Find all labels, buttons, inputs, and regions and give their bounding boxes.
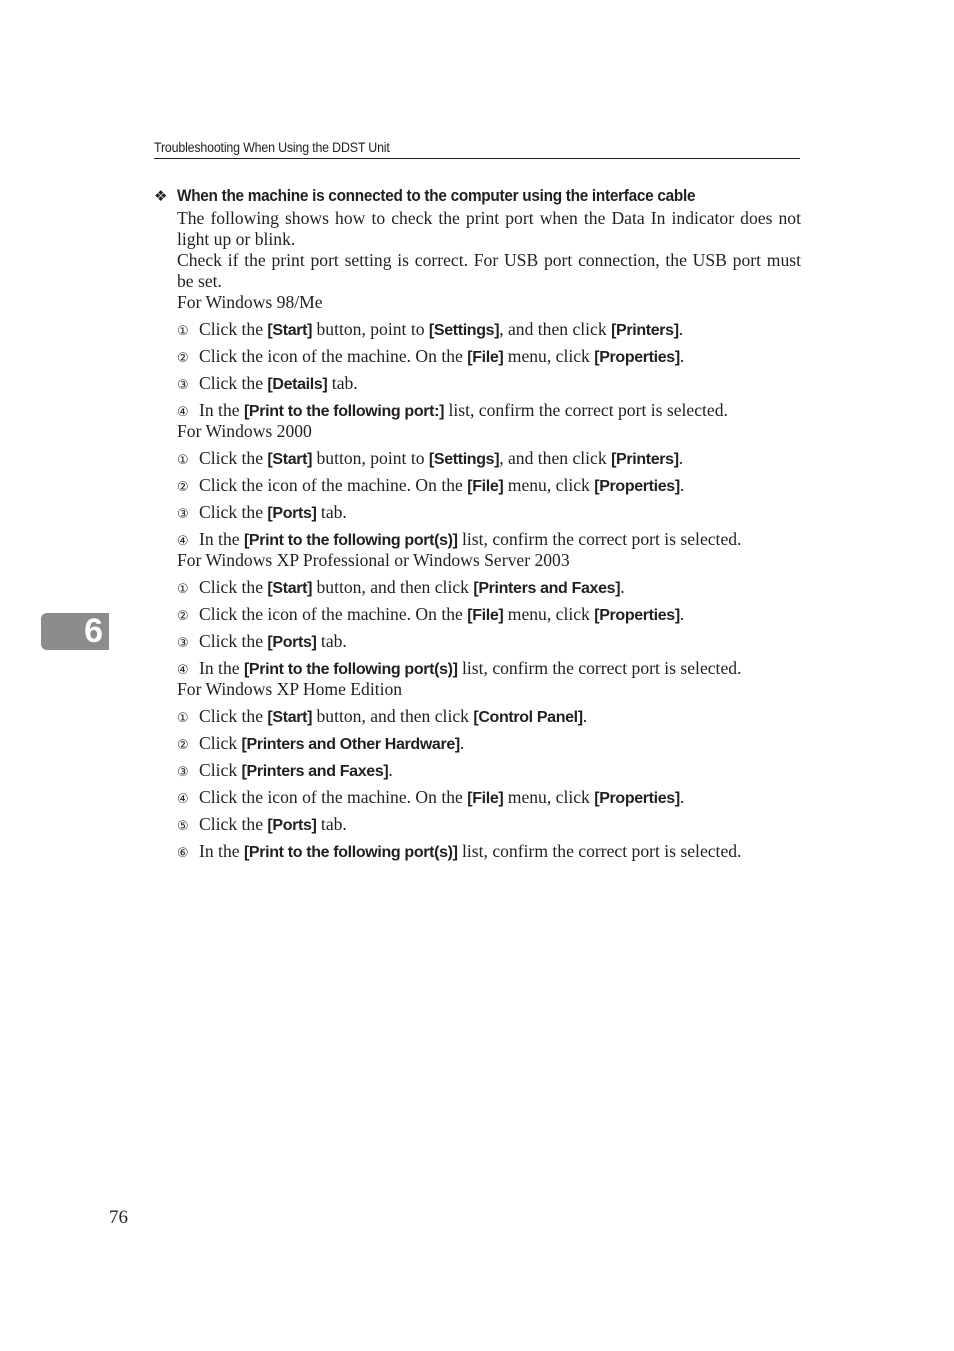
step-text-run: menu, click <box>503 475 595 495</box>
step-text <box>199 706 587 728</box>
step-number: ④ <box>177 792 189 807</box>
step-number: ⑥ <box>177 846 189 861</box>
chapter-tab <box>41 613 109 650</box>
step-item <box>177 502 801 529</box>
step-text-run: . <box>459 733 465 753</box>
step-number: ① <box>177 582 189 597</box>
step-number: ② <box>177 480 189 495</box>
step-text <box>199 529 741 551</box>
step-text-run: list, confirm the correct port is selected. <box>444 400 728 420</box>
ui-element-name: [Control Panel] <box>473 709 583 726</box>
step-item <box>177 577 801 604</box>
step-text <box>199 604 684 626</box>
step-text-run: button, and then click <box>312 577 474 597</box>
step-text-run: menu, click <box>503 604 595 624</box>
step-number: ① <box>177 711 189 726</box>
step-text-run: Click the icon of the machine. On the <box>199 604 468 624</box>
step-text-run: tab. <box>327 373 358 393</box>
ui-element-name: [Start] <box>267 709 313 726</box>
ui-element-name: [Printers and Faxes] <box>473 580 621 597</box>
step-text-run: . <box>388 760 393 780</box>
step-text-run: tab. <box>316 631 347 651</box>
ui-element-name: [Printers and Other Hardware] <box>241 736 460 753</box>
step-item <box>177 400 801 421</box>
step-number: ④ <box>177 663 189 678</box>
step-item <box>177 475 801 502</box>
step-text-run: list, confirm the correct port is selected. <box>457 841 742 861</box>
step-item <box>177 760 801 787</box>
platform-heading: For Windows XP Professional or Windows Server 2003 <box>177 550 570 570</box>
step-text <box>199 319 683 341</box>
step-text <box>199 475 684 497</box>
step-text-run: . <box>678 319 684 339</box>
step-text-run: In the <box>199 841 244 861</box>
ui-element-name: [Properties] <box>594 478 680 495</box>
step-text-run: Click the <box>199 706 268 726</box>
step-item <box>177 706 801 733</box>
step-text-run: In the <box>199 529 244 549</box>
step-text-run: . <box>582 706 588 726</box>
ui-element-name: [Print to the following port(s)] <box>243 844 458 861</box>
step-text-run: . <box>679 787 685 807</box>
step-text-run: Click the <box>199 502 268 522</box>
step-number: ③ <box>177 378 189 393</box>
ui-element-name: [Start] <box>267 451 313 468</box>
step-item <box>177 319 801 346</box>
page-number: 76 <box>109 1207 128 1228</box>
step-number: ③ <box>177 765 189 780</box>
step-number: ④ <box>177 405 189 420</box>
step-number: ⑤ <box>177 819 189 834</box>
step-text-run: tab. <box>316 814 347 834</box>
step-item <box>177 733 801 760</box>
step-item <box>177 346 801 373</box>
step-item <box>177 631 801 658</box>
step-text-run: , and then click <box>499 448 612 468</box>
section-title: When the machine is connected to the computer using the interface cable <box>177 186 696 205</box>
main-content <box>154 184 814 862</box>
ui-element-name: [Print to the following port:] <box>243 403 445 420</box>
step-text-run: Click the icon of the machine. On the <box>199 346 468 366</box>
ui-element-name: [Ports] <box>267 634 317 651</box>
step-list <box>177 319 801 421</box>
ui-element-name: [Properties] <box>594 607 680 624</box>
ui-element-name: [Ports] <box>267 817 317 834</box>
ui-element-name: [Properties] <box>594 790 680 807</box>
ui-element-name: [File] <box>467 790 504 807</box>
step-text <box>199 448 683 470</box>
ui-element-name: [Start] <box>267 580 313 597</box>
ui-element-name: [Start] <box>267 322 313 339</box>
step-text-run: . <box>620 577 625 597</box>
step-text-run: Click the icon of the machine. On the <box>199 787 468 807</box>
step-text-run: . <box>679 604 685 624</box>
step-text <box>199 400 728 422</box>
step-number: ③ <box>177 507 189 522</box>
step-number: ④ <box>177 534 189 549</box>
intro-paragraph: Check if the print port setting is correct. For USB port connection, the USB port must be set. <box>177 250 801 291</box>
ui-element-name: [Properties] <box>594 349 680 366</box>
step-text <box>199 346 684 368</box>
step-text <box>199 373 358 395</box>
step-item <box>177 814 801 841</box>
step-text-run: Click <box>199 760 242 780</box>
step-text-run: . <box>679 346 685 366</box>
section-body <box>177 208 801 862</box>
step-text-run: In the <box>199 400 244 420</box>
step-text-run: Click the icon of the machine. On the <box>199 475 468 495</box>
step-text-run: Click <box>199 733 242 753</box>
step-item <box>177 373 801 400</box>
ui-element-name: [Settings] <box>428 451 500 468</box>
step-number: ① <box>177 324 189 339</box>
step-text-run: list, confirm the correct port is selected. <box>457 529 742 549</box>
step-number: ② <box>177 609 189 624</box>
step-text <box>199 658 741 680</box>
platform-groups <box>177 292 801 862</box>
step-text <box>199 814 347 836</box>
step-text <box>199 841 741 863</box>
ui-element-name: [Details] <box>267 376 328 393</box>
step-text-run: . <box>679 475 685 495</box>
section-heading <box>154 184 814 208</box>
step-item <box>177 448 801 475</box>
step-text-run: menu, click <box>503 346 595 366</box>
step-item <box>177 658 801 679</box>
step-text <box>199 577 625 599</box>
step-list <box>177 448 801 550</box>
ui-element-name: [File] <box>467 478 504 495</box>
step-number: ③ <box>177 636 189 651</box>
step-text <box>199 787 684 809</box>
step-item <box>177 841 801 862</box>
step-text-run: tab. <box>316 502 347 522</box>
step-list <box>177 706 801 862</box>
step-text-run: Click the <box>199 814 268 834</box>
step-number: ① <box>177 453 189 468</box>
step-text-run: Click the <box>199 373 268 393</box>
intro-paragraph: The following shows how to check the print port when the Data In indicator does not light up or blink. <box>177 208 801 249</box>
ui-element-name: [File] <box>467 349 504 366</box>
running-header-title: Troubleshooting When Using the DDST Unit <box>154 140 390 155</box>
chapter-number: 6 <box>84 612 103 650</box>
running-header <box>154 139 800 159</box>
step-text-run: Click the <box>199 319 268 339</box>
step-text-run: button, and then click <box>312 706 474 726</box>
step-item <box>177 787 801 814</box>
step-text-run: button, point to <box>312 319 429 339</box>
step-list <box>177 577 801 679</box>
step-text <box>199 760 393 782</box>
step-text-run: Click the <box>199 577 268 597</box>
ui-element-name: [Printers] <box>611 322 679 339</box>
ui-element-name: [File] <box>467 607 504 624</box>
step-text-run: button, point to <box>312 448 429 468</box>
platform-heading: For Windows XP Home Edition <box>177 679 403 699</box>
step-number: ② <box>177 351 189 366</box>
step-text-run: . <box>678 448 684 468</box>
step-text <box>199 631 347 653</box>
ui-element-name: [Ports] <box>267 505 317 522</box>
ui-element-name: [Settings] <box>428 322 500 339</box>
step-text <box>199 733 464 755</box>
step-number: ② <box>177 738 189 753</box>
step-text-run: list, confirm the correct port is selected. <box>457 658 742 678</box>
ui-element-name: [Print to the following port(s)] <box>243 532 458 549</box>
step-text-run: , and then click <box>499 319 612 339</box>
ui-element-name: [Printers and Faxes] <box>241 763 389 780</box>
platform-heading: For Windows 98/Me <box>177 292 323 312</box>
ui-element-name: [Print to the following port(s)] <box>243 661 458 678</box>
diamond-bullet-icon: ❖ <box>154 188 168 205</box>
step-text <box>199 502 347 524</box>
ui-element-name: [Printers] <box>611 451 679 468</box>
step-item <box>177 604 801 631</box>
platform-heading: For Windows 2000 <box>177 421 312 441</box>
step-text-run: Click the <box>199 631 268 651</box>
step-text-run: Click the <box>199 448 268 468</box>
step-text-run: menu, click <box>503 787 595 807</box>
step-item <box>177 529 801 550</box>
step-text-run: In the <box>199 658 244 678</box>
